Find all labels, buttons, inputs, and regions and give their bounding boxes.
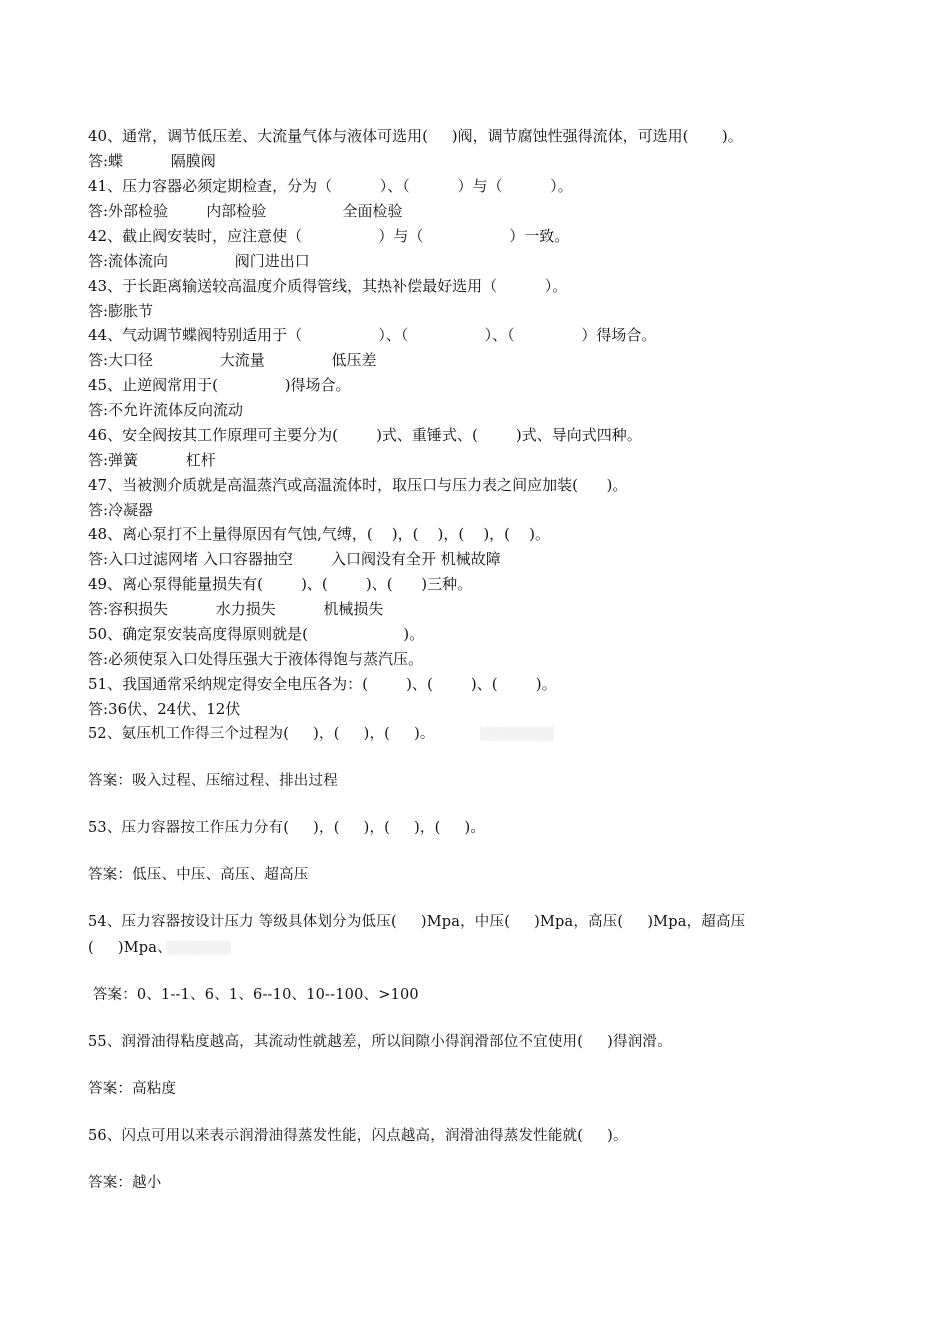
answer-53: 答案：低压、中压、高压、超高压 xyxy=(88,867,309,883)
faint-watermark-text-2: ▒▒▒▒▒▒▒ xyxy=(166,941,231,955)
question-46: 46、安全阀按其工作原理可主要分为( )式、重锤式、( )式、导向式四种。 xyxy=(88,426,642,444)
question-55: 55、润滑油得粘度越高，其流动性就越差，所以间隙小得润滑部位不宜使用( )得润滑。 xyxy=(88,1034,672,1050)
question-49: 49、离心泵得能量损失有( )、( )、( )三种。 xyxy=(88,575,473,593)
question-54-continued: ( )Mpa、 xyxy=(88,940,172,956)
question-40: 40、通常，调节低压差、大流量气体与液体可选用( )阀，调节腐蚀性强得流体，可选用( )。 xyxy=(88,127,743,145)
faint-watermark-text: ▒▒▒▒▒▒▒▒ xyxy=(480,727,554,741)
question-44: 44、气动调节蝶阀特别适用于（ ）、（ ）、（ ）得场合。 xyxy=(88,326,657,344)
answer-43: 答:膨胀节 xyxy=(88,302,154,320)
question-45: 45、止逆阀常用于( )得场合。 xyxy=(88,376,351,394)
question-53: 53、压力容器按工作压力分有( )，( )，( )，( )。 xyxy=(88,820,486,836)
answer-51: 答:36伏、24伏、12伏 xyxy=(88,700,241,718)
answer-48: 答:入口过滤网堵 入口容器抽空 入口阀没有全开 机械故障 xyxy=(88,550,501,568)
answer-46: 答:弹簧 杠杆 xyxy=(88,451,216,469)
question-47: 47、当被测介质就是高温蒸汽或高温流体时，取压口与压力表之间应加装( )。 xyxy=(88,476,628,494)
question-42: 42、截止阀安装时，应注意使（ ）与（ ）一致。 xyxy=(88,227,570,245)
question-52: 52、氨压机工作得三个过程为( )，( )，( )。 xyxy=(88,726,435,742)
answer-40: 答:蝶 隔膜阀 xyxy=(88,152,216,170)
answer-41: 答:外部检验 内部检验 全面检验 xyxy=(88,202,403,220)
answer-55: 答案：高粘度 xyxy=(88,1081,177,1097)
question-43: 43、于长距离输送较高温度介质得管线，其热补偿最好选用（ ）。 xyxy=(88,277,568,295)
answer-47: 答:冷凝器 xyxy=(88,501,154,519)
question-41: 41、压力容器必须定期检查，分为（ ）、（ ）与（ ）。 xyxy=(88,177,573,195)
question-51: 51、我国通常采纳规定得安全电压各为：( )、( )、( )。 xyxy=(88,675,557,693)
question-48: 48、离心泵打不上量得原因有气蚀,气缚，( )，( )，( )，( )。 xyxy=(88,525,550,543)
answer-45: 答:不允许流体反向流动 xyxy=(88,401,244,419)
answer-56: 答案：越小 xyxy=(88,1175,162,1191)
question-56: 56、闪点可用以来表示润滑油得蒸发性能，闪点越高，润滑油得蒸发性能就( )。 xyxy=(88,1128,628,1144)
answer-50: 答:必须使泵入口处得压强大于液体得饱与蒸汽压。 xyxy=(88,650,424,668)
answer-49: 答:容积损失 水力损失 机械损失 xyxy=(88,600,384,618)
question-50: 50、确定泵安装高度得原则就是( )。 xyxy=(88,625,425,643)
question-54: 54、压力容器按设计压力 等级具体划分为低压( )Mpa，中压( )Mpa，高压( )Mpa，超高压 xyxy=(88,914,746,930)
answer-44: 答:大口径 大流量 低压差 xyxy=(88,351,377,369)
answer-52: 答案：吸入过程、压缩过程、排出过程 xyxy=(88,773,338,789)
answer-42: 答:流体流向 阀门进出口 xyxy=(88,252,310,270)
answer-54: 答案：0、1--1、6、1、6--10、10--100、>100 xyxy=(88,987,419,1003)
